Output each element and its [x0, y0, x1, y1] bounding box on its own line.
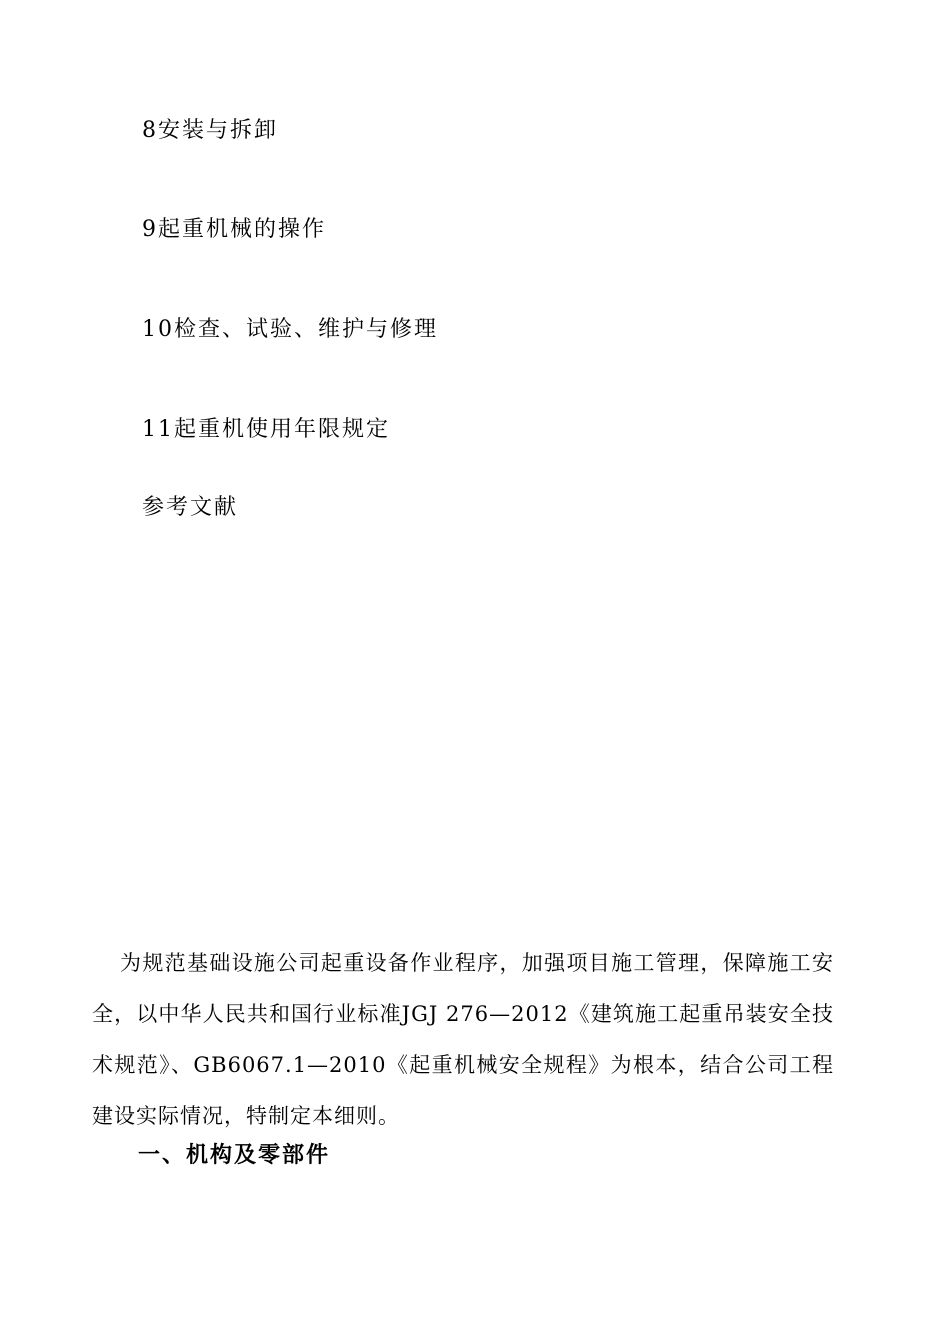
toc-item-service-life: 11起重机使用年限规定 — [142, 417, 390, 442]
section-heading: 一、机构及零部件 — [138, 1142, 331, 1168]
toc-item-references: 参考文献 — [142, 495, 239, 520]
toc-item-crane-operation: 9起重机械的操作 — [142, 217, 326, 242]
intro-paragraph: 为规范基础设施公司起重设备作业程序，加强项目施工管理，保障施工安全，以中华人民共和国行业标准JGJ 276—2012《建筑施工起重吊装安全技术规范》、GB6067.1—2010《起重机械安全规程》为根本，结合公司工程建设实际情况，特制定本细则。 — [92, 951, 834, 1128]
toc-item-inspection-maintenance: 10检查、试验、维护与修理 — [142, 317, 438, 342]
toc-item-installation-removal: 8安装与拆卸 — [142, 118, 278, 143]
